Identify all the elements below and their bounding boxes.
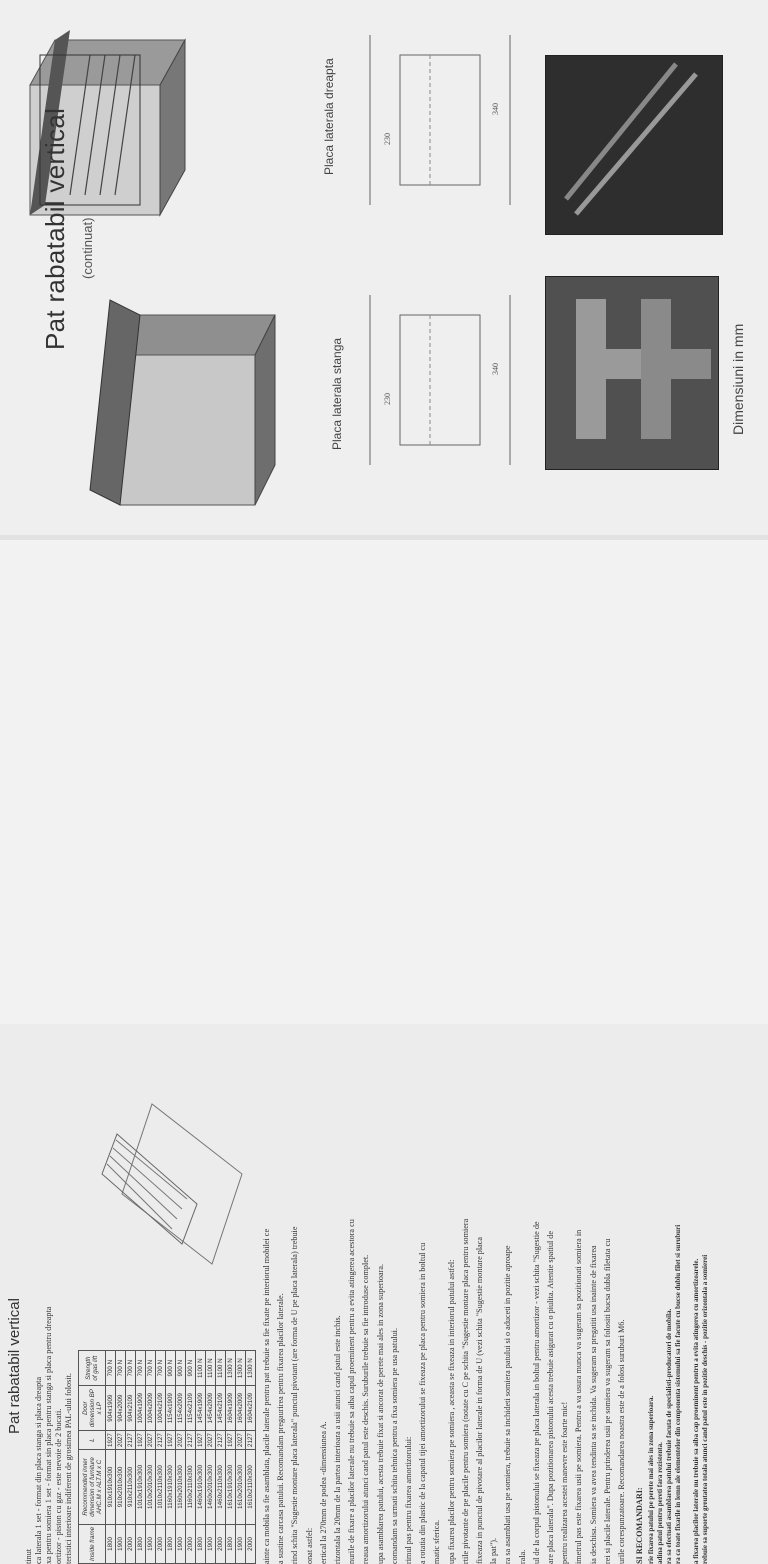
- table-cell: 1610x2010x300: [236, 1449, 246, 1524]
- table-cell: 2027: [176, 1431, 186, 1450]
- body-line: are placa laterala". Dupa pozitionarea pistonului acesta trebuie asigurat cu o piulita. Atentie spatiul de: [546, 1231, 555, 1564]
- table-cell: 700 N: [126, 1351, 136, 1386]
- body-line: upa asamblarea patului, acesta trebuie fixat si ancorat de perete mai ales in zona superioara.: [375, 1263, 385, 1564]
- table-row: [246, 1351, 256, 1564]
- table-cell: 1154x2009: [176, 1386, 186, 1431]
- table-cell: 1160x1910x300: [166, 1449, 176, 1524]
- table-cell: 1454x1909: [196, 1386, 206, 1431]
- table-cell: 700 N: [106, 1351, 116, 1386]
- table-cell: 2127: [216, 1431, 226, 1450]
- table-cell: 1800: [196, 1524, 206, 1563]
- gas-lifts-photo: [545, 55, 723, 235]
- body-line: upa fixarea placilor pentru somiera pe somiera , aceasta se fixeaza in interiorul patului astfel:: [446, 1259, 456, 1564]
- dimensions-note: Dimensiuni in mm: [730, 323, 746, 435]
- table-row: [136, 1351, 146, 1564]
- top-page-content: [0, 0, 768, 535]
- left-plate-dim-b: 340: [491, 363, 500, 375]
- table-cell: 1004x1909: [136, 1386, 146, 1431]
- table-cell: 1927: [136, 1431, 146, 1450]
- table-cell: 700 N: [116, 1351, 126, 1386]
- table-header: L: [79, 1431, 106, 1450]
- table-cell: 2127: [126, 1431, 136, 1450]
- table-cell: 1900: [206, 1524, 216, 1563]
- top-page: [0, 0, 768, 535]
- recommend-line: rebuie sa suporte greutatea totala atunci cand patul este in pozitie deschis - pozitie orizontala a somierei: [701, 1254, 710, 1564]
- table-cell: 2000: [216, 1524, 226, 1563]
- body-line: a rotatia din plastic de la capatul tijei amortizorului se fixeaza pe placa pentru somiera in boltul cu: [418, 1242, 428, 1564]
- table-cell: 1100 N: [206, 1351, 216, 1386]
- recommend-line: ra ca toate fixarile in lemn ale elementelor din componenta sistemului sa fie facute cu bucse dublu filet si suruburi: [674, 1224, 683, 1564]
- table-cell: 1800: [136, 1524, 146, 1563]
- body-line: pentru realizarea acestei manevre este foarte mic!: [560, 1401, 570, 1564]
- body-line: reaua amortizorului atunci cand patul este deschis. Suruburile trebuie sa fie introduse complet.: [361, 1254, 371, 1564]
- table-cell: 2127: [246, 1431, 256, 1450]
- table-cell: 1160x2110x300: [186, 1449, 196, 1524]
- body-line: rala.: [517, 1549, 527, 1564]
- right-plate-dim-d: 340: [491, 103, 500, 115]
- table-cell: 1800: [226, 1524, 236, 1563]
- recommend-line: rie fixarea patului pe perete mai ales in zona superioara.: [647, 1395, 656, 1564]
- table-header: Strength of gas lift: [79, 1351, 106, 1386]
- table-cell: 904x2009: [116, 1386, 126, 1431]
- table-cell: 1100 N: [196, 1351, 206, 1386]
- top-page-title: Pat rabatabil vertical: [40, 107, 70, 350]
- body-line: ertical la 270mm de podea -dimensiunea A.: [318, 1421, 328, 1564]
- body-line: imetrul pas este fixarea usii pe somiera. Pentru a va usura munca va sugeram sa pozitionati somiera in: [574, 1229, 584, 1564]
- table-cell: 900 N: [166, 1351, 176, 1386]
- recommend-line: adina patul pentru pereti fara rezistenta.: [656, 1442, 665, 1564]
- table-cell: 2000: [156, 1524, 166, 1563]
- table-row: [106, 1351, 116, 1564]
- table-row: [156, 1351, 166, 1564]
- body-line: urile corespunzatoare. Recomandarea noastra este de a folosi suruburi M6.: [617, 1319, 626, 1564]
- table-cell: 1604x2109: [246, 1386, 256, 1431]
- recommend-line: ra sa efectuati asamblarea patului trebuie facuta de specialisti-producatori de mobila.: [665, 1308, 674, 1564]
- table-cell: 910x2110x300: [126, 1449, 136, 1524]
- table-cell: 2000: [246, 1524, 256, 1563]
- table-cell: 904x1909: [106, 1386, 116, 1431]
- table-cell: 910x2010x300: [116, 1449, 126, 1524]
- intro-line: ortizor - piston cu gaz - este nevoie de 2 bucati.: [54, 1408, 63, 1564]
- table-cell: 700 N: [146, 1351, 156, 1386]
- left-plate-dim-a: 230: [383, 393, 392, 405]
- bottom-page-title: Pat rabatabil vertical: [6, 1298, 23, 1434]
- table-cell: 1604x1909: [226, 1386, 236, 1431]
- recommend-title: SI RECOMANDARI:: [635, 1487, 645, 1564]
- bottom-page: [0, 540, 768, 1564]
- table-cell: 2000: [126, 1524, 136, 1563]
- body-line: rizontala la 20mm de la partea interioara a usii atunci cand patul este inchis.: [333, 1315, 342, 1564]
- table-row: [206, 1351, 216, 1564]
- body-line: rind schita "Sugestie montare placa laterala" punctul pivotant (are forma de U pe placa laterala) trebuie: [290, 1226, 300, 1564]
- table-cell: 1460x1910x300: [196, 1449, 206, 1524]
- table-cell: 1460x2010x300: [206, 1449, 216, 1524]
- table-cell: 1154x2109: [186, 1386, 196, 1431]
- table-cell: 1454x2109: [216, 1386, 226, 1431]
- body-line: rimul pas pentru fixarea amortizorului:: [404, 1436, 413, 1564]
- table-cell: 1800: [106, 1524, 116, 1563]
- table-cell: 1154x1909: [166, 1386, 176, 1431]
- table-cell: 2127: [156, 1431, 166, 1450]
- body-line: a sustine carcasa patului. Recomandam pregaurirea pentru fixarea placilor laterale.: [276, 1293, 286, 1564]
- body-line: nurile de fixare a placilor laterale nu trebuie sa aiba capul proeminent pentru a evita atingerea acestora cu: [347, 1219, 357, 1564]
- table-cell: 2027: [206, 1431, 216, 1450]
- table-cell: 1927: [226, 1431, 236, 1450]
- table-cell: 1900: [146, 1524, 156, 1563]
- table-cell: 700 N: [136, 1351, 146, 1386]
- intro-line: xa pentru somiera 1 set - format sin placa pentru stanga si placa pentru dreapta: [44, 1306, 53, 1564]
- table-cell: 1900: [116, 1524, 126, 1563]
- recommend-line: a fixarea placilor laterale nu trebuie sa aiba cap proeminent pentru a evita atingerea cu amortizoarele.: [692, 1258, 701, 1564]
- top-page-subtitle: (continuat): [80, 217, 95, 279]
- table-cell: 904x2109: [126, 1386, 136, 1431]
- table-cell: 1460x2110x300: [216, 1449, 226, 1524]
- table-cell: 1004x2109: [156, 1386, 166, 1431]
- table-cell: 1100 N: [216, 1351, 226, 1386]
- table-header: Door dimension BP x LP: [79, 1386, 106, 1431]
- table-cell: 1900: [236, 1524, 246, 1563]
- bottom-page-content: [0, 1080, 768, 1564]
- intro-line: tinut: [24, 1548, 33, 1564]
- table-cell: 2027: [146, 1431, 156, 1450]
- table-row: [226, 1351, 236, 1564]
- table-row: [126, 1351, 136, 1564]
- table-row: [146, 1351, 156, 1564]
- body-line: la pat").: [489, 1537, 499, 1564]
- body-line: ra sa asamblati usa pe somiera, trebuie sa inchideti somiera patului si o aduceti in pozitie aproape: [503, 1245, 513, 1564]
- table-cell: 1010x2010x300: [146, 1449, 156, 1524]
- right-plate-label: Placa laterala dreapta: [322, 58, 336, 175]
- table-row: [186, 1351, 196, 1564]
- body-line: rtile pivotante de pe placile pentru somiera (notate cu C pe schita "Sugestie montare placa pentru somiera: [460, 1218, 470, 1564]
- table-cell: 1927: [196, 1431, 206, 1450]
- table-cell: 1800: [166, 1524, 176, 1563]
- table-cell: 910x1910x300: [106, 1449, 116, 1524]
- table-cell: 1604x2009: [236, 1386, 246, 1431]
- intro-line: ca laterala 1 set - format din placa stanga si placa dreapta: [34, 1376, 43, 1564]
- table-cell: 1300 N: [246, 1351, 256, 1386]
- table-header: Recommended inner dimension of furniture AHC.M x ALT.M x C: [79, 1449, 106, 1524]
- table-row: [216, 1351, 226, 1564]
- table-row: [176, 1351, 186, 1564]
- body-line: ainte ca mobila sa fie asamblata, placile laterale pentru pat trebuie sa fie fixate pe interiorul mobilei ce: [262, 1228, 271, 1564]
- table-cell: 2000: [186, 1524, 196, 1563]
- table-cell: 1900: [176, 1524, 186, 1563]
- table-cell: 2027: [236, 1431, 246, 1450]
- body-line: matic sferica.: [432, 1519, 442, 1564]
- table-cell: 1010x1910x300: [136, 1449, 146, 1524]
- table-header: Inside frame: [79, 1524, 106, 1563]
- table-row: [166, 1351, 176, 1564]
- body-line: fixeaza in punctul de pivotare al placilor laterale in forma de U (vezi schita "Sugestie montare placa: [475, 1236, 484, 1564]
- plates-photo: [545, 276, 719, 470]
- table-cell: 700 N: [156, 1351, 166, 1386]
- body-line: onat astfel:: [304, 1527, 314, 1564]
- bed-frame-drawing: [62, 1084, 262, 1284]
- table-cell: 1160x2010x300: [176, 1449, 186, 1524]
- spec-table: [78, 1350, 256, 1564]
- table-cell: 1004x2009: [146, 1386, 156, 1431]
- body-line: comandam sa urmati schita tehnica pentru a fixa somiera pe usa patului.: [389, 1328, 399, 1564]
- table-cell: 2127: [186, 1431, 196, 1450]
- table-row: [236, 1351, 246, 1564]
- table-header-row: [79, 1351, 106, 1564]
- table-cell: 1300 N: [226, 1351, 236, 1386]
- left-plate-drawing: [360, 275, 530, 475]
- body-line: rei si placile laterale. Pentru prinderea usii pe somiera va sugeram sa folositi bucsa dubla filetata cu: [602, 1238, 612, 1564]
- body-line: ul de la corpul pistonului se fixeaza pe placa laterala in boltul pentru amortizor - vezi schita "Sugestie de: [531, 1221, 541, 1564]
- right-plate-dim-c: 230: [383, 133, 392, 145]
- left-plate-label: Placa laterala stanga: [330, 337, 344, 450]
- table-cell: 1610x1910x300: [226, 1449, 236, 1524]
- table-cell: 1010x2110x300: [156, 1449, 166, 1524]
- table-cell: 900 N: [186, 1351, 196, 1386]
- right-plate-drawing: [360, 15, 530, 215]
- table-row: [196, 1351, 206, 1564]
- table-cell: 1454x2009: [206, 1386, 216, 1431]
- table-cell: 1927: [166, 1431, 176, 1450]
- table-cell: 1610x2110x300: [246, 1449, 256, 1524]
- body-line: ia deschisa. Somiera va avea tendinta sa se inchida. Va sugeram sa pregatiti usa inainte de fixarea: [588, 1245, 598, 1564]
- table-row: [116, 1351, 126, 1564]
- table-cell: 2027: [116, 1431, 126, 1450]
- bed-closed-drawing: [90, 285, 290, 525]
- table-cell: 1300 N: [236, 1351, 246, 1386]
- table-cell: 900 N: [176, 1351, 186, 1386]
- table-cell: 1927: [106, 1431, 116, 1450]
- intro-line: teristici interioare indiferent de grosimea PAL-ului folosit.: [64, 1373, 73, 1564]
